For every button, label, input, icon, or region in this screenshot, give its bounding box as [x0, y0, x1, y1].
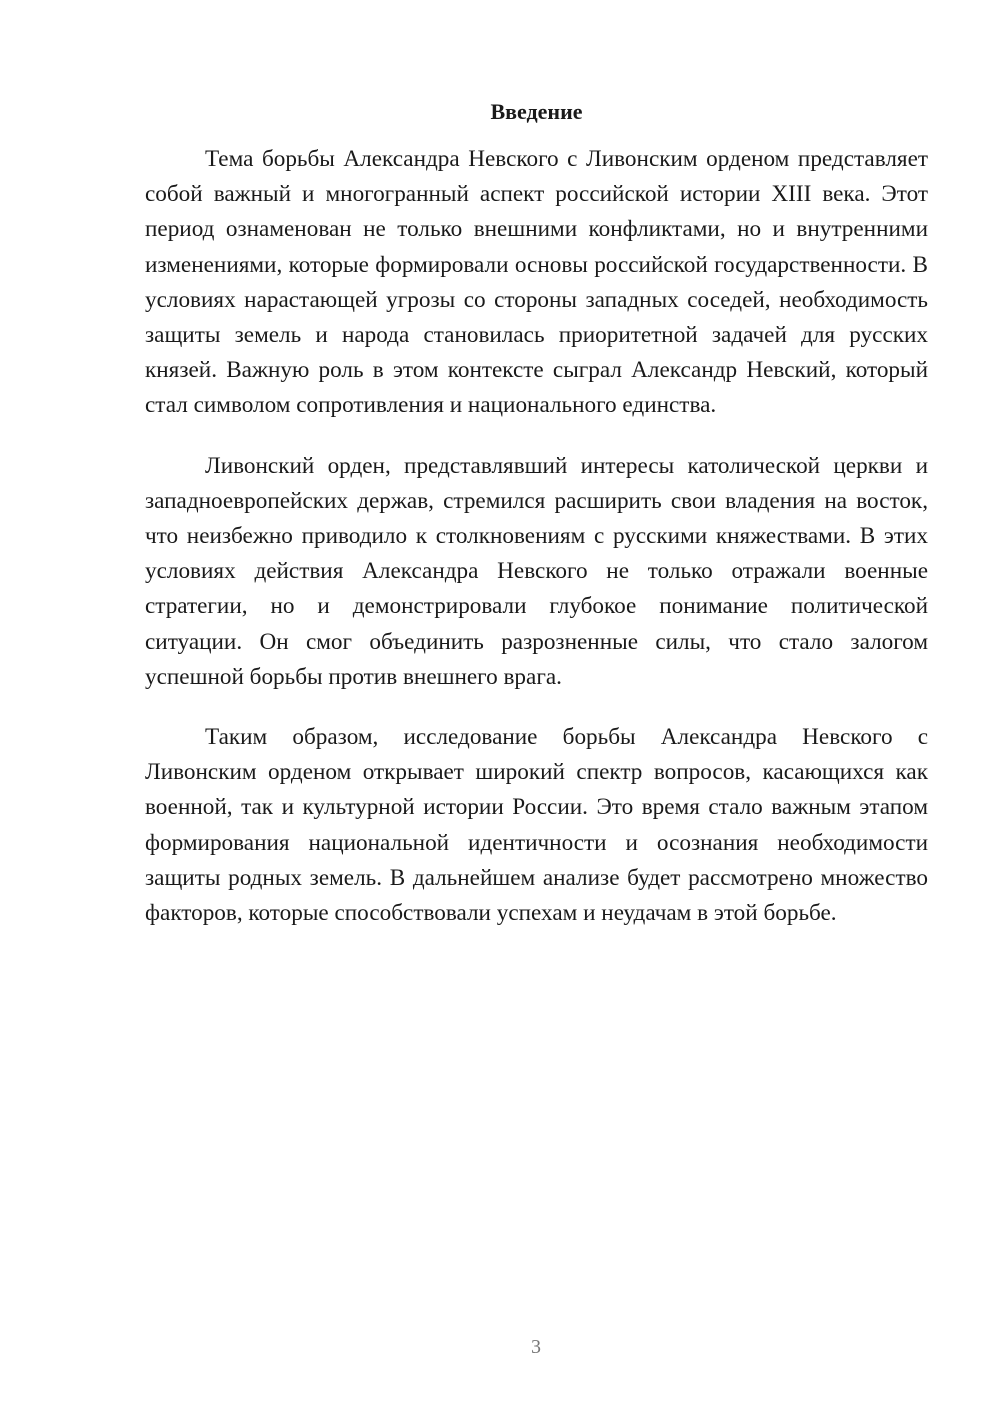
paragraph-2: Ливонский орден, представлявший интересы католической церкви и западноевропейских держав, стремился расширить свои владения на восток, что неизбежно приводило к столкновениям с русскими княжествами. В этих условиях действия Александра Невского не только отражали военные стратегии, но и демонстрировали глубокое понимание политической ситуации. Он смог объединить разрозненные силы, что стало залогом успешной борьбы против внешнего врага. — [145, 452, 928, 690]
paragraph-1: Тема борьбы Александра Невского с Ливонским орденом представляет собой важный и многогранный аспект российской истории XIII века. Этот период ознаменован не только внешними конфликтами, но и внутренними изменениями, которые формировали основы российской государственности. В условиях нарастающей угрозы со стороны западных соседей, необходимость защиты земель и народа становилась приоритетной задачей для русских князей. Важную роль в этом контексте сыграл Александр Невский, который стал символом сопротивления и национального единства. — [145, 146, 928, 419]
paragraph-3: Таким образом, исследование борьбы Александра Невского с Ливонским орденом открывает широкий спектр вопросов, касающихся как военной, так и культурной истории России. Это время стало важным этапом формирования национальной идентичности и осознания необходимости защиты родных земель. В дальнейшем анализе будет рассмотрено множество факторов, которые способствовали успехам и неудачам в этой борьбе. — [145, 724, 928, 927]
document-body — [145, 142, 928, 956]
page-title: Введение — [490, 99, 583, 124]
page-number: 3 — [531, 1336, 541, 1358]
